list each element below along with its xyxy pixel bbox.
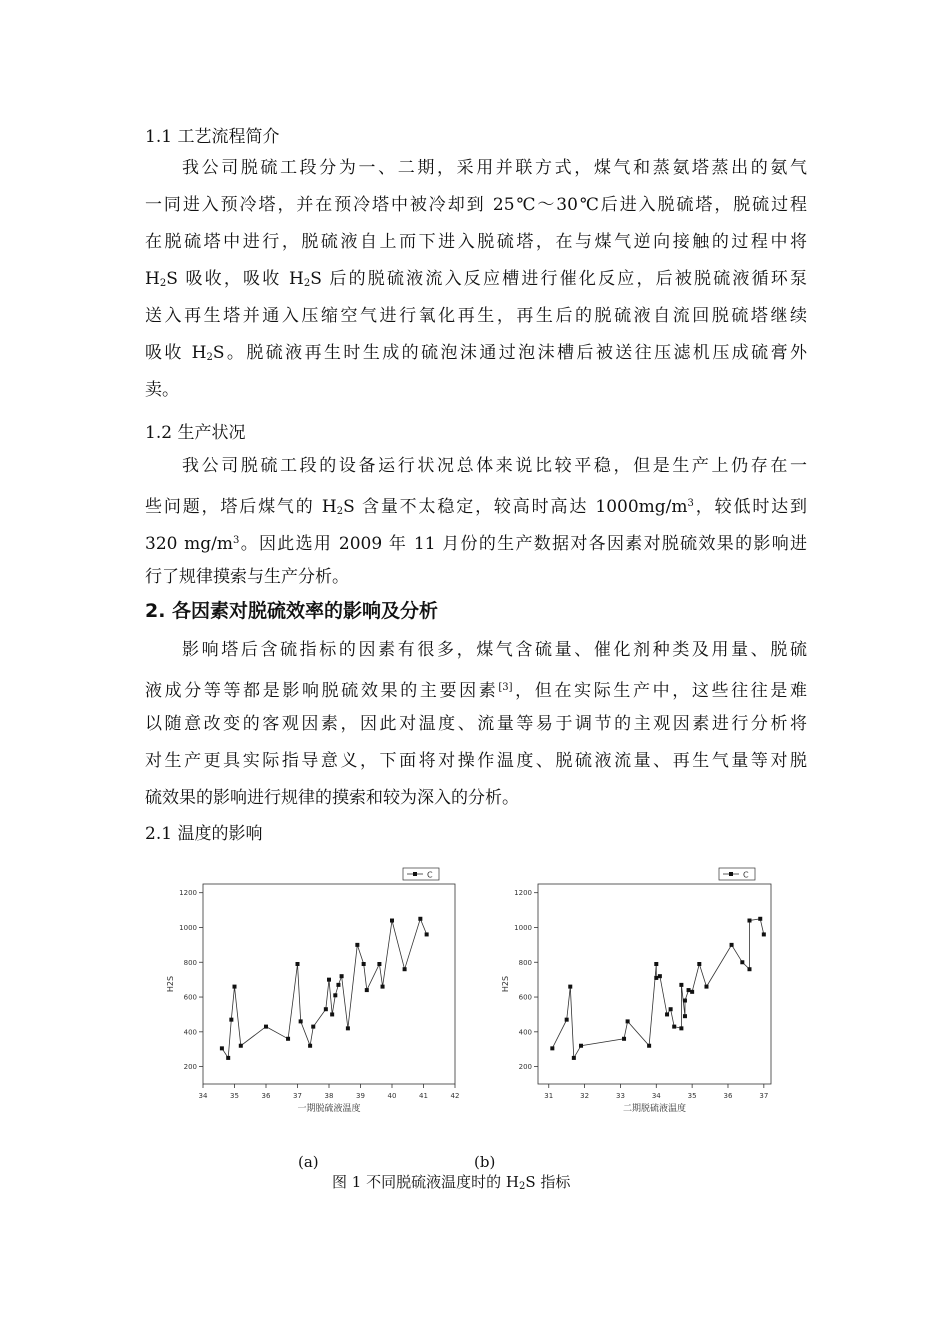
data-point: [683, 1014, 687, 1018]
x-tick-label: 35: [230, 1092, 239, 1100]
data-point: [687, 988, 691, 992]
legend-label: C: [743, 870, 749, 880]
para-line: 在脱硫塔中进行，脱硫液自上而下进入脱硫塔，在与煤气逆向接触的过程中将: [145, 232, 807, 252]
y-tick-label: 200: [183, 1063, 197, 1072]
data-point: [296, 962, 300, 966]
data-point: [550, 1046, 554, 1050]
y-tick-label: 600: [518, 993, 532, 1002]
section-2-1-heading: 2.1 温度的影响: [145, 824, 263, 844]
data-point: [654, 962, 658, 966]
data-point: [264, 1025, 268, 1029]
x-tick-label: 40: [387, 1092, 397, 1100]
x-axis-label: 一期脱硫液温度: [297, 1104, 361, 1114]
section-1-1-heading: 1.1 工艺流程简介: [145, 127, 280, 147]
data-point: [403, 967, 407, 971]
data-point: [308, 1044, 312, 1048]
section-1-2-paragraph: [145, 448, 807, 596]
y-tick-label: 800: [518, 958, 532, 967]
series-line: [222, 919, 427, 1058]
data-point: [669, 1007, 673, 1011]
data-point: [572, 1056, 576, 1060]
x-tick-label: 36: [261, 1092, 271, 1100]
para-line: 一同进入预冷塔，并在预冷塔中被冷却到 25℃～30℃后进入脱硫塔，脱硫过程: [145, 195, 807, 215]
data-point: [340, 974, 344, 978]
y-tick-label: 400: [183, 1028, 197, 1037]
y-axis-label: H2S: [501, 975, 510, 993]
y-axis-label: H2S: [166, 975, 175, 993]
para-line: 影响塔后含硫指标的因素有很多，煤气含硫量、催化剂种类及用量、脱硫: [182, 640, 807, 660]
data-point: [690, 990, 694, 994]
para-line: 硫效果的影响进行规律的摸索和较为深入的分析。: [145, 788, 519, 808]
x-tick-label: 34: [651, 1092, 661, 1100]
y-tick-label: 1200: [179, 889, 197, 898]
data-point: [336, 983, 340, 987]
data-point: [704, 985, 708, 989]
data-point: [730, 943, 734, 947]
x-tick-label: 35: [687, 1092, 697, 1100]
data-point: [233, 985, 237, 989]
data-point: [658, 974, 662, 978]
data-point: [683, 999, 687, 1003]
data-point: [327, 978, 331, 982]
para-line: 卖。: [145, 380, 179, 400]
x-tick-label: 39: [356, 1092, 365, 1100]
y-tick-label: 1000: [179, 923, 197, 932]
data-point: [622, 1037, 626, 1041]
legend-marker: [413, 872, 417, 876]
y-tick-label: 800: [183, 958, 197, 967]
x-axis-label: 二期脱硫液温度: [622, 1104, 687, 1114]
x-tick-label: 37: [759, 1092, 769, 1100]
data-point: [762, 932, 766, 936]
figure-label-a: (a): [298, 1153, 319, 1171]
section-2-heading: 2. 各因素对脱硫效率的影响及分析: [145, 600, 439, 622]
data-point: [579, 1044, 583, 1048]
data-point: [229, 1018, 233, 1022]
data-point: [377, 962, 381, 966]
data-point: [740, 960, 744, 964]
data-point: [365, 988, 369, 992]
y-tick-label: 1200: [514, 889, 532, 898]
data-point: [758, 917, 762, 921]
data-point: [355, 943, 359, 947]
data-point: [239, 1044, 243, 1048]
section-2-paragraph: [145, 632, 807, 817]
section-1-1-paragraph: [145, 150, 807, 409]
data-point: [333, 993, 337, 997]
x-tick-label: 34: [198, 1092, 208, 1100]
legend-marker: [729, 872, 733, 876]
para-line: $H_2S$ 吸收，吸收 $H_2S$ 后的脱硫液流入反应槽进行催化反应，后被脱硫液循环泵: [145, 269, 807, 289]
data-point: [226, 1056, 230, 1060]
data-point: [425, 932, 429, 936]
para-line: 些问题，塔后煤气的 $H_2S$ 含量不太稳定，较高时高达 $1000mg/m^3$，较低时达到: [145, 497, 808, 517]
data-point: [286, 1037, 290, 1041]
data-point: [565, 1018, 569, 1022]
data-point: [647, 1044, 651, 1048]
para-line: 以随意改变的客观因素，因此对温度、流量等易于调节的主观因素进行分析将: [145, 714, 807, 734]
data-point: [418, 917, 422, 921]
data-point: [672, 1025, 676, 1029]
x-tick-label: 32: [580, 1092, 590, 1100]
data-point: [381, 985, 385, 989]
x-tick-label: 38: [324, 1092, 334, 1100]
x-tick-label: 31: [544, 1092, 554, 1100]
data-point: [220, 1046, 224, 1050]
data-point: [679, 1026, 683, 1030]
data-point: [679, 983, 683, 987]
data-point: [390, 919, 394, 923]
figure-caption: 图 1 不同脱硫液温度时的 $H_2S$ 指标: [332, 1173, 571, 1192]
series-line: [552, 919, 764, 1058]
x-tick-label: 37: [293, 1092, 302, 1100]
para-line: 液成分等等都是影响脱硫效果的主要因素[3]，但在实际生产中，这些往往是难: [145, 681, 808, 701]
data-point: [346, 1026, 350, 1030]
para-line: 送入再生塔并通入压缩空气进行氧化再生，再生后的脱硫液自流回脱硫塔继续: [145, 306, 807, 326]
data-point: [747, 919, 751, 923]
data-point: [654, 976, 658, 980]
para-line: 对生产更具实际指导意义，下面将对操作温度、脱硫液流量、再生气量等对脱: [145, 751, 807, 771]
x-tick-label: 36: [723, 1092, 733, 1100]
data-point: [665, 1012, 669, 1016]
para-line: 我公司脱硫工段的设备运行状况总体来说比较平稳，但是生产上仍存在一: [182, 456, 807, 476]
data-point: [330, 1012, 334, 1016]
chart-a: [158, 862, 468, 1117]
data-point: [324, 1007, 328, 1011]
data-point: [362, 962, 366, 966]
data-point: [747, 967, 751, 971]
data-point: [697, 962, 701, 966]
figure-label-b: (b): [474, 1153, 496, 1171]
data-point: [568, 985, 572, 989]
x-tick-label: 42: [450, 1092, 460, 1100]
data-point: [299, 1019, 303, 1023]
x-tick-label: 41: [419, 1092, 428, 1100]
chart-b: [488, 862, 788, 1117]
section-1-2-heading: 1.2 生产状况: [145, 423, 246, 443]
data-point: [311, 1025, 315, 1029]
para-line: 我公司脱硫工段分为一、二期，采用并联方式，煤气和蒸氨塔蒸出的氨气: [182, 158, 807, 178]
y-tick-label: 400: [518, 1028, 532, 1037]
chart-a-svg: [158, 862, 468, 1117]
para-line: 行了规律摸索与生产分析。: [145, 567, 349, 587]
y-tick-label: 600: [183, 993, 197, 1002]
para-line: 吸收 $H_2S$。脱硫液再生时生成的硫泡沫通过泡沫槽后被送往压滤机压成硫膏外: [145, 343, 807, 363]
y-tick-label: 200: [518, 1063, 532, 1072]
data-point: [626, 1019, 630, 1023]
legend-label: C: [427, 870, 433, 880]
y-tick-label: 1000: [514, 923, 532, 932]
chart-b-svg: [488, 862, 788, 1117]
x-tick-label: 33: [615, 1092, 625, 1100]
para-line: 320 $mg/m^3$。因此选用 2009 年 11 月份的生产数据对各因素对脱硫效果的影响进: [145, 534, 808, 554]
